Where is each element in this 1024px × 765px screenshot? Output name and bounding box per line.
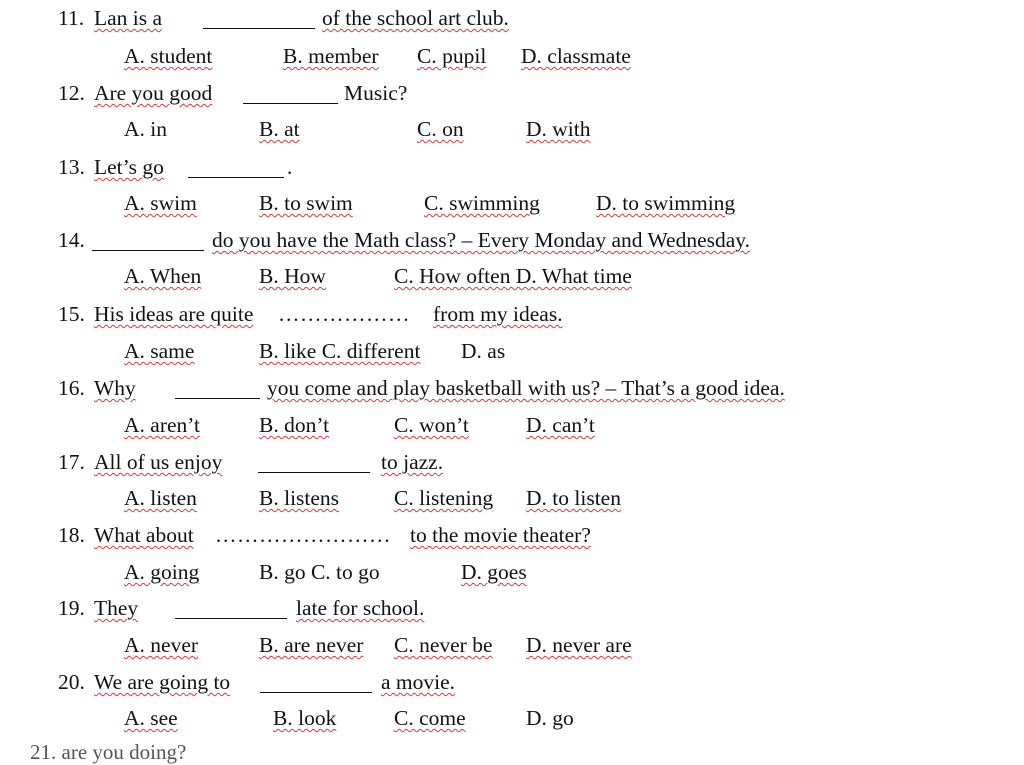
- question-stem: Let’s go: [94, 155, 164, 179]
- option-c[interactable]: C. won’t: [394, 413, 469, 437]
- option-d[interactable]: D. with: [526, 117, 591, 141]
- option-b[interactable]: B. at: [259, 117, 300, 141]
- option-a[interactable]: A. student: [124, 44, 213, 68]
- question-stem: Why: [94, 376, 136, 400]
- question-number: 18.: [58, 523, 85, 547]
- question-stem: you come and play basketball with us? – That’s a good idea.: [267, 376, 785, 400]
- question-stem: from my ideas.: [433, 302, 563, 326]
- option-b[interactable]: B. How: [259, 264, 326, 288]
- question-stem: They: [94, 596, 139, 620]
- question-number: 15.: [58, 302, 85, 326]
- answer-blank[interactable]: [188, 177, 284, 178]
- option-d[interactable]: D. to swimming: [596, 191, 736, 215]
- answer-blank[interactable]: ………………: [278, 302, 410, 326]
- option-a[interactable]: A. see: [124, 706, 178, 730]
- answer-blank[interactable]: [258, 472, 370, 473]
- option-c[interactable]: C. come: [394, 706, 466, 730]
- question-stem: What about: [94, 523, 194, 547]
- question-stem: of the school art club.: [322, 6, 509, 30]
- option-b[interactable]: B. to swim: [259, 191, 353, 215]
- option-c[interactable]: C. never be: [394, 633, 493, 657]
- option-c[interactable]: C. pupil: [417, 44, 487, 68]
- question-stem: do you have the Math class? – Every Monday and Wednesday.: [212, 228, 751, 252]
- option-b[interactable]: B. listens: [259, 486, 340, 510]
- question-stem: .: [287, 155, 293, 179]
- answer-blank[interactable]: [92, 250, 204, 251]
- option-d[interactable]: D. go: [526, 706, 574, 730]
- option-b[interactable]: B. don’t: [259, 413, 330, 437]
- question-stem: We are going to: [94, 670, 231, 694]
- question-stem: a movie.: [381, 670, 456, 694]
- question-stem: Music?: [344, 81, 408, 105]
- option-c[interactable]: C. on: [417, 117, 464, 141]
- option-d[interactable]: D. as: [461, 339, 506, 363]
- option-a[interactable]: A. same: [124, 339, 195, 363]
- answer-blank[interactable]: [203, 28, 315, 29]
- option-d[interactable]: D. can’t: [526, 413, 595, 437]
- question-number: 20.: [58, 670, 85, 694]
- question-number: 11.: [58, 6, 85, 30]
- answer-blank[interactable]: [175, 618, 287, 619]
- question-stem: late for school.: [296, 596, 425, 620]
- answer-blank[interactable]: [243, 103, 338, 104]
- question-number: 13.: [58, 155, 85, 179]
- option-b[interactable]: B. like C. different: [259, 339, 421, 363]
- option-a[interactable]: A. aren’t: [124, 413, 201, 437]
- question-stem: All of us enjoy: [94, 450, 223, 474]
- answer-blank[interactable]: ……………………: [215, 523, 391, 547]
- answer-blank[interactable]: [260, 692, 372, 693]
- option-c[interactable]: C. listening: [394, 486, 494, 510]
- cutoff-question-21: 21. are you doing?: [30, 740, 187, 764]
- question-number: 12.: [58, 81, 85, 105]
- question-number: 17.: [58, 450, 85, 474]
- question-stem: to jazz.: [381, 450, 444, 474]
- option-b[interactable]: B. are never: [259, 633, 364, 657]
- option-c[interactable]: C. swimming: [424, 191, 540, 215]
- question-number: 14.: [58, 228, 85, 252]
- question-number: 16.: [58, 376, 85, 400]
- option-d[interactable]: D. to listen: [526, 486, 621, 510]
- option-a[interactable]: A. never: [124, 633, 199, 657]
- question-stem: Lan is a: [94, 6, 163, 30]
- answer-blank[interactable]: [175, 398, 260, 399]
- question-stem: Are you good: [94, 81, 213, 105]
- option-a[interactable]: A. swim: [124, 191, 197, 215]
- question-number: 19.: [58, 596, 85, 620]
- option-d[interactable]: D. never are: [526, 633, 632, 657]
- option-a[interactable]: A. When: [124, 264, 202, 288]
- option-d[interactable]: D. goes: [461, 560, 527, 584]
- option-b[interactable]: B. member: [283, 44, 379, 68]
- option-d[interactable]: D. classmate: [521, 44, 631, 68]
- option-a[interactable]: A. listen: [124, 486, 197, 510]
- option-c[interactable]: C. How often D. What time: [394, 264, 632, 288]
- question-stem: His ideas are quite: [94, 302, 254, 326]
- option-b[interactable]: B. go C. to go: [259, 560, 380, 584]
- option-a[interactable]: A. in: [124, 117, 167, 141]
- option-b[interactable]: B. look: [273, 706, 337, 730]
- option-a[interactable]: A. going: [124, 560, 200, 584]
- question-stem: to the movie theater?: [410, 523, 591, 547]
